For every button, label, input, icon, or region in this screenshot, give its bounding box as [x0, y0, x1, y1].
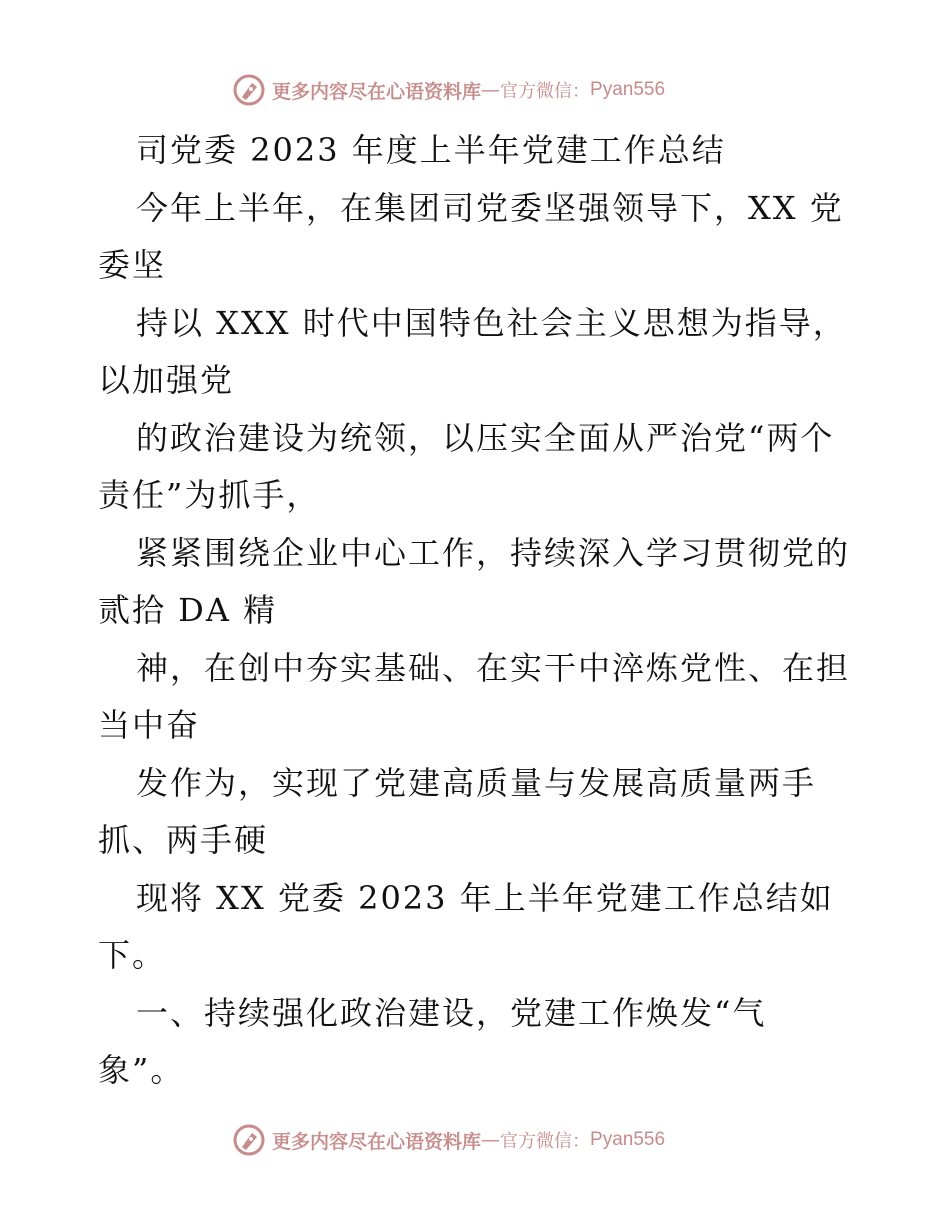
paragraph-line: 责任”为抓手，	[98, 476, 321, 514]
fountain-pen-logo-icon	[232, 73, 266, 107]
watermark-label: 官方微信：	[500, 1131, 591, 1152]
watermark-brand: 更多内容尽在心语资料库	[272, 80, 482, 103]
document-body	[98, 122, 868, 1100]
paragraph-line: 当中奋	[98, 706, 201, 744]
watermark-header	[232, 72, 752, 108]
paragraph-line: 神，在创中夯实基础、在实干中淬炼党性、在担	[136, 648, 851, 687]
watermark-label: 官方微信：	[500, 81, 591, 102]
fountain-pen-logo-icon	[232, 1123, 266, 1157]
watermark-footer	[232, 1122, 752, 1158]
paragraph-line: 紧紧围绕企业中心工作，持续深入学习贯彻党的	[136, 533, 851, 572]
paragraph-line: 的政治建设为统领，以压实全面从严治党“两个	[136, 418, 835, 457]
paragraph-line: 贰拾 DA 精	[98, 591, 278, 629]
paragraph-line: 现将 XX 党委 2023 年上半年党建工作总结如	[136, 878, 834, 917]
watermark-dash: —	[481, 1129, 501, 1151]
paragraph-line: 发作为，实现了党建高质量与发展高质量两手	[136, 763, 817, 802]
paragraph-line: 抓、两手硬	[98, 821, 269, 859]
paragraph-line: 今年上半年，在集团司党委坚强领导下，XX 党	[136, 188, 844, 227]
watermark-id: Pyan556	[590, 1129, 666, 1150]
document-title: 司党委 2023 年度上半年党建工作总结	[136, 131, 726, 169]
paragraph-line: 委坚	[98, 246, 167, 284]
watermark-brand: 更多内容尽在心语资料库	[272, 1130, 482, 1153]
watermark-dash: —	[481, 79, 501, 101]
paragraph-line: 以加强党	[98, 361, 235, 399]
paragraph-line: 下。	[98, 936, 167, 974]
paragraph-line: 象”。	[98, 1051, 185, 1089]
paragraph-line: 持以 XXX 时代中国特色社会主义思想为指导，	[136, 303, 847, 342]
section-heading: 一、持续强化政治建设，党建工作焕发“气	[136, 993, 767, 1032]
watermark-id: Pyan556	[590, 79, 666, 100]
